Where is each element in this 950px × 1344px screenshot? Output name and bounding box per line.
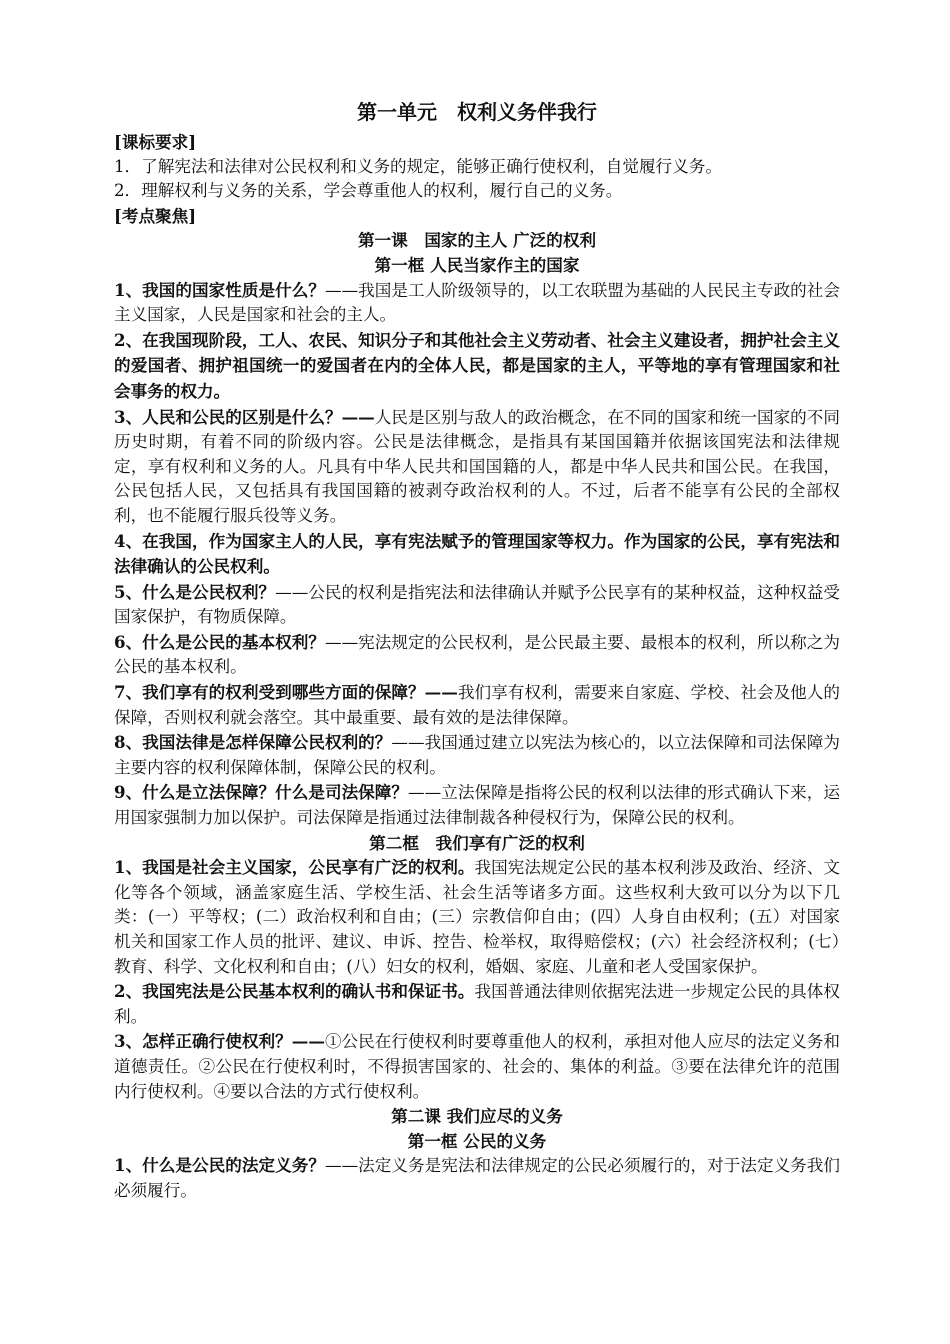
point-question: 1、什么是公民的法定义务？ (114, 1155, 325, 1176)
point-answer: ——公民的权利是指宪法和法律确认并赋予公民享有的某种权益，这种权益受国家保护，有物质保障。 (114, 582, 840, 627)
unit-title: 第一单元 权利义务伴我行 (357, 100, 597, 124)
point-answer: 我国普通法律则依据宪法进一步规定公民的具体权利。 (114, 982, 841, 1026)
point-answer: ——法定义务是宪法和法律规定的公民必须履行的，对于法定义务我们必须履行。 (114, 1156, 841, 1200)
point-question: 7、我们享有的权利受到哪些方面的保障？—— (114, 682, 458, 703)
standard-heading: [课标要求] (114, 132, 197, 152)
point-item (114, 405, 840, 529)
point-question: 2、在我国现阶段，工人、农民、知识分子和其他社会主义劳动者、社会主义建设者，拥护社会主义的爱国者、拥护祖国统一的爱国者在内的全体人民，都是国家的主人，平等地的享有管理国家和社会事务的权力。 (114, 329, 840, 401)
point-answer: ——我国是工人阶级领导的，以工农联盟为基础的人民民主专政的社会主义国家，人民是国家和社会的主人。 (114, 280, 841, 325)
standard-item-1: 1．了解宪法和法律对公民权利和义务的规定，能够正确行使权利，自觉履行义务。 (114, 156, 722, 176)
point-question: 6、什么是公民的基本权利？ (114, 631, 325, 652)
point-question: 5、什么是公民权利？ (114, 581, 276, 602)
point-question: 4、在我国，作为国家主人的人民，享有宪法赋予的管理国家等权力。作为国家的公民，享有宪法和法律确认的公民权利。 (114, 530, 840, 577)
point-question: 8、我国法律是怎样保障公民权利的？ (114, 732, 392, 753)
point-answer: ——宪法规定的公民权利，是公民最主要、最根本的权利，所以称之为公民的基本权利。 (114, 632, 841, 677)
point-item (114, 1029, 840, 1104)
point-item (114, 529, 840, 580)
point-answer: ——立法保障是指将公民的权利以法律的形式确认下来，运用国家强制力加以保护。司法保障是指通过法律制裁各种侵权行为，保障公民的权利。 (114, 783, 841, 828)
point-item (114, 730, 840, 780)
point-item (114, 278, 840, 328)
point-question: 9、什么是立法保障？什么是司法保障？ (114, 782, 409, 803)
point-question: 3、人民和公民的区别是什么？—— (114, 406, 375, 427)
point-answer: ①公民在行使权利时要尊重他人的权利，承担对他人应尽的法定义务和道德责任。②公民在行使权利时，不得损害国家的、社会的、集体的利益。③要在法律允许的范围内行使权利。④要以合法的方式行使权利。 (114, 1032, 841, 1101)
point-item (114, 630, 840, 680)
point-question: 1、我国是社会主义国家，公民享有广泛的权利。 (114, 857, 475, 878)
point-question: 1、我国的国家性质是什么？ (114, 279, 325, 300)
point-item (114, 680, 840, 730)
frame-1-title: 第一框 人民当家作主的国家 (374, 254, 580, 275)
point-question: 2、我国宪法是公民基本权利的确认书和保证书。 (114, 981, 475, 1002)
standard-item-2: 2．理解权利与义务的关系，学会尊重他人的权利，履行自己的义务。 (114, 181, 623, 201)
frame-2-title: 第二框 我们享有广泛的权利 (369, 832, 585, 853)
point-answer: 人民是区别与敌人的政治概念，在不同的国家和统一国家的不同历史时期，有着不同的阶级内容。公民是法律概念，是指具有某国国籍并依据该国宪法和法律规定，享有权利和义务的人。凡具有中华人民共和国国籍的人，都是中华人民共和国公民。在我国，公民包括人民，又包括具有我国国籍的被剥夺政治权利的人。不过，后者不能享有公民的全部权利，也不能履行服兵役等义务。 (114, 407, 841, 525)
point-item (114, 1153, 840, 1203)
point-item (114, 580, 840, 630)
focus-heading: [考点聚焦] (114, 205, 197, 226)
document-page (114, 94, 840, 1204)
point-item (114, 855, 840, 979)
lesson-2-title: 第二课 我们应尽的义务 (391, 1106, 563, 1127)
point-answer: 我们享有权利，需要来自家庭、学校、社会及他人的保障，否则权利就会落空。其中最重要、最有效的是法律保障。 (114, 683, 841, 727)
frame-3-title: 第一框 公民的义务 (407, 1130, 547, 1151)
point-question: 3、怎样正确行使权利？—— (114, 1031, 325, 1052)
lesson-1-title: 第一课 国家的主人 广泛的权利 (357, 230, 597, 251)
point-answer: 我国宪法规定公民的基本权利涉及政治、经济、文化等各个领域，涵盖家庭生活、学校生活、社会生活等诸多方面。这些权利大致可以分为以下几类：(一）平等权；(二）政治权利和自由；(三）宗教信仰自由；(四）人身自由权利；(五）对国家机关和国家工作人员的批评、建议、申诉、控告、检举权，取得赔偿权；(六）社会经济权利；(七）教育、科学、文化权利和自由；(八）妇女的权利，婚姻、家庭、儿童和老人受国家保护。 (114, 858, 841, 976)
point-item (114, 979, 840, 1029)
point-answer: ——我国通过建立以宪法为核心的，以立法保障和司法保障为主要内容的权利保障体制，保障公民的权利。 (114, 733, 841, 777)
point-item (114, 328, 840, 405)
point-item (114, 780, 840, 830)
